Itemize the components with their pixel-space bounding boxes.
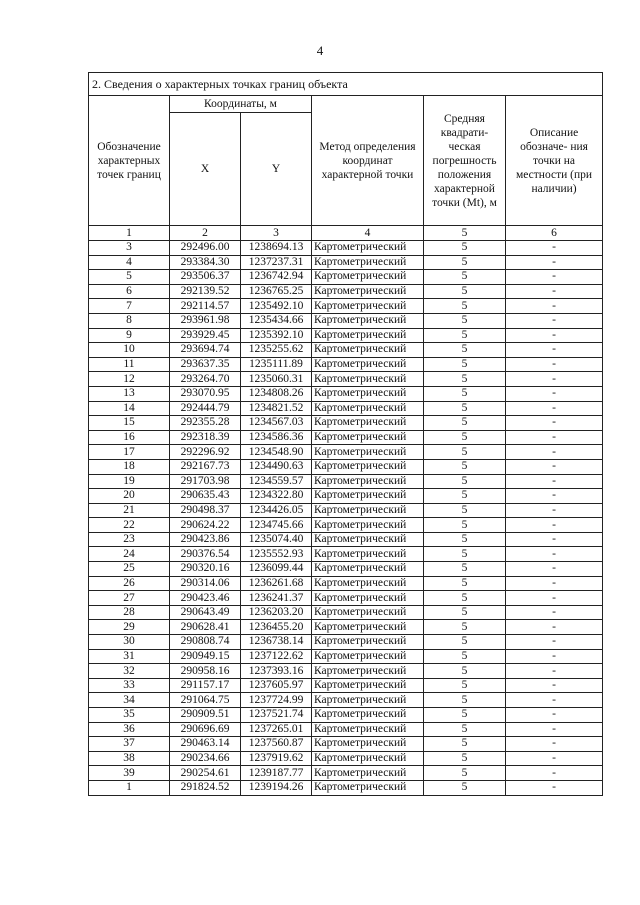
header-coordinates: Координаты, м xyxy=(170,96,312,113)
cell-desc: - xyxy=(506,372,603,387)
cell-method: Картометрический xyxy=(312,635,424,650)
cell-desc: - xyxy=(506,284,603,299)
cell-error: 5 xyxy=(424,635,506,650)
cell-x: 293694.74 xyxy=(170,343,241,358)
cell-method: Картометрический xyxy=(312,357,424,372)
page-number: 4 xyxy=(316,43,324,58)
cell-y: 1234821.52 xyxy=(241,401,312,416)
cell-y: 1236261.68 xyxy=(241,576,312,591)
cell-method: Картометрический xyxy=(312,459,424,474)
column-number: 4 xyxy=(312,226,424,241)
cell-error: 5 xyxy=(424,241,506,256)
column-number: 3 xyxy=(241,226,312,241)
cell-method: Картометрический xyxy=(312,620,424,635)
cell-x: 290909.51 xyxy=(170,708,241,723)
cell-point: 11 xyxy=(89,357,170,372)
cell-x: 290628.41 xyxy=(170,620,241,635)
cell-x: 290320.16 xyxy=(170,562,241,577)
cell-desc: - xyxy=(506,664,603,679)
table-row xyxy=(89,591,603,606)
cell-error: 5 xyxy=(424,401,506,416)
cell-y: 1239194.26 xyxy=(241,780,312,795)
cell-error: 5 xyxy=(424,766,506,781)
cell-point: 34 xyxy=(89,693,170,708)
table-row xyxy=(89,532,603,547)
cell-method: Картометрический xyxy=(312,693,424,708)
cell-error: 5 xyxy=(424,343,506,358)
table-row xyxy=(89,328,603,343)
cell-method: Картометрический xyxy=(312,270,424,285)
cell-x: 291703.98 xyxy=(170,474,241,489)
cell-error: 5 xyxy=(424,299,506,314)
cell-point: 25 xyxy=(89,562,170,577)
cell-y: 1236742.94 xyxy=(241,270,312,285)
cell-y: 1239187.77 xyxy=(241,766,312,781)
cell-method: Картометрический xyxy=(312,445,424,460)
cell-x: 290463.14 xyxy=(170,737,241,752)
cell-desc: - xyxy=(506,737,603,752)
cell-y: 1234426.05 xyxy=(241,503,312,518)
cell-y: 1237724.99 xyxy=(241,693,312,708)
header-y: Y xyxy=(241,113,312,226)
cell-error: 5 xyxy=(424,649,506,664)
cell-desc: - xyxy=(506,313,603,328)
cell-y: 1234567.03 xyxy=(241,416,312,431)
cell-error: 5 xyxy=(424,372,506,387)
cell-desc: - xyxy=(506,386,603,401)
table-row xyxy=(89,547,603,562)
cell-y: 1237393.16 xyxy=(241,664,312,679)
cell-desc: - xyxy=(506,620,603,635)
cell-error: 5 xyxy=(424,489,506,504)
cell-desc: - xyxy=(506,503,603,518)
cell-x: 290696.69 xyxy=(170,722,241,737)
column-number-row xyxy=(89,226,603,241)
cell-error: 5 xyxy=(424,591,506,606)
cell-point: 22 xyxy=(89,518,170,533)
column-number: 1 xyxy=(89,226,170,241)
cell-point: 7 xyxy=(89,299,170,314)
cell-y: 1235074.40 xyxy=(241,532,312,547)
cell-point: 10 xyxy=(89,343,170,358)
cell-method: Картометрический xyxy=(312,241,424,256)
cell-error: 5 xyxy=(424,678,506,693)
cell-error: 5 xyxy=(424,416,506,431)
cell-y: 1234490.63 xyxy=(241,459,312,474)
cell-y: 1234745.66 xyxy=(241,518,312,533)
cell-y: 1237237.31 xyxy=(241,255,312,270)
cell-x: 291157.17 xyxy=(170,678,241,693)
cell-point: 5 xyxy=(89,270,170,285)
cell-point: 18 xyxy=(89,459,170,474)
cell-point: 20 xyxy=(89,489,170,504)
cell-y: 1235392.10 xyxy=(241,328,312,343)
table-row xyxy=(89,722,603,737)
cell-method: Картометрический xyxy=(312,313,424,328)
cell-x: 292496.00 xyxy=(170,241,241,256)
cell-method: Картометрический xyxy=(312,649,424,664)
cell-desc: - xyxy=(506,532,603,547)
cell-desc: - xyxy=(506,751,603,766)
cell-x: 290423.86 xyxy=(170,532,241,547)
cell-y: 1234586.36 xyxy=(241,430,312,445)
cell-method: Картометрический xyxy=(312,532,424,547)
cell-x: 290423.46 xyxy=(170,591,241,606)
cell-y: 1234808.26 xyxy=(241,386,312,401)
cell-desc: - xyxy=(506,445,603,460)
table-row xyxy=(89,693,603,708)
cell-y: 1235111.89 xyxy=(241,357,312,372)
cell-point: 16 xyxy=(89,430,170,445)
table-row xyxy=(89,416,603,431)
cell-point: 28 xyxy=(89,605,170,620)
table-row xyxy=(89,635,603,650)
cell-desc: - xyxy=(506,722,603,737)
table-row xyxy=(89,372,603,387)
table-row xyxy=(89,737,603,752)
cell-error: 5 xyxy=(424,576,506,591)
table-row xyxy=(89,299,603,314)
cell-x: 293929.45 xyxy=(170,328,241,343)
table-row xyxy=(89,503,603,518)
cell-x: 292355.28 xyxy=(170,416,241,431)
cell-method: Картометрический xyxy=(312,708,424,723)
cell-desc: - xyxy=(506,518,603,533)
section-title: 2. Сведения о характерных точках границ объекта xyxy=(89,73,603,96)
header-x: X xyxy=(170,113,241,226)
cell-x: 290314.06 xyxy=(170,576,241,591)
cell-error: 5 xyxy=(424,357,506,372)
cell-desc: - xyxy=(506,474,603,489)
table-row xyxy=(89,562,603,577)
cell-y: 1237122.62 xyxy=(241,649,312,664)
cell-x: 290254.61 xyxy=(170,766,241,781)
cell-y: 1236455.20 xyxy=(241,620,312,635)
cell-x: 291064.75 xyxy=(170,693,241,708)
cell-y: 1235060.31 xyxy=(241,372,312,387)
cell-x: 292114.57 xyxy=(170,299,241,314)
cell-point: 31 xyxy=(89,649,170,664)
cell-x: 290635.43 xyxy=(170,489,241,504)
cell-method: Картометрический xyxy=(312,751,424,766)
cell-y: 1236765.25 xyxy=(241,284,312,299)
cell-desc: - xyxy=(506,591,603,606)
cell-point: 19 xyxy=(89,474,170,489)
cell-method: Картометрический xyxy=(312,678,424,693)
cell-x: 292167.73 xyxy=(170,459,241,474)
table-row xyxy=(89,708,603,723)
cell-y: 1236203.20 xyxy=(241,605,312,620)
cell-error: 5 xyxy=(424,693,506,708)
cell-point: 4 xyxy=(89,255,170,270)
cell-error: 5 xyxy=(424,445,506,460)
table-row xyxy=(89,459,603,474)
table-row xyxy=(89,430,603,445)
cell-method: Картометрический xyxy=(312,299,424,314)
cell-desc: - xyxy=(506,241,603,256)
cell-error: 5 xyxy=(424,430,506,445)
cell-method: Картометрический xyxy=(312,474,424,489)
cell-y: 1236241.37 xyxy=(241,591,312,606)
cell-point: 17 xyxy=(89,445,170,460)
cell-point: 23 xyxy=(89,532,170,547)
cell-desc: - xyxy=(506,605,603,620)
coordinates-table xyxy=(88,72,603,796)
table-row xyxy=(89,401,603,416)
cell-desc: - xyxy=(506,430,603,445)
cell-y: 1238694.13 xyxy=(241,241,312,256)
cell-desc: - xyxy=(506,489,603,504)
cell-point: 27 xyxy=(89,591,170,606)
cell-error: 5 xyxy=(424,386,506,401)
cell-y: 1237560.87 xyxy=(241,737,312,752)
cell-error: 5 xyxy=(424,605,506,620)
cell-y: 1235492.10 xyxy=(241,299,312,314)
cell-error: 5 xyxy=(424,518,506,533)
table-row xyxy=(89,576,603,591)
cell-desc: - xyxy=(506,255,603,270)
cell-x: 293637.35 xyxy=(170,357,241,372)
cell-y: 1237919.62 xyxy=(241,751,312,766)
table-row xyxy=(89,241,603,256)
cell-method: Картометрический xyxy=(312,547,424,562)
table-row xyxy=(89,605,603,620)
table-row xyxy=(89,474,603,489)
cell-method: Картометрический xyxy=(312,401,424,416)
cell-x: 291824.52 xyxy=(170,780,241,795)
cell-point: 14 xyxy=(89,401,170,416)
cell-y: 1236738.14 xyxy=(241,635,312,650)
cell-y: 1237605.97 xyxy=(241,678,312,693)
cell-point: 33 xyxy=(89,678,170,693)
cell-error: 5 xyxy=(424,255,506,270)
cell-error: 5 xyxy=(424,284,506,299)
cell-error: 5 xyxy=(424,547,506,562)
cell-x: 290624.22 xyxy=(170,518,241,533)
cell-desc: - xyxy=(506,401,603,416)
cell-x: 292318.39 xyxy=(170,430,241,445)
cell-desc: - xyxy=(506,562,603,577)
cell-method: Картометрический xyxy=(312,562,424,577)
table-row xyxy=(89,751,603,766)
cell-method: Картометрический xyxy=(312,576,424,591)
table-row xyxy=(89,518,603,533)
cell-y: 1234322.80 xyxy=(241,489,312,504)
cell-error: 5 xyxy=(424,620,506,635)
cell-point: 8 xyxy=(89,313,170,328)
cell-error: 5 xyxy=(424,708,506,723)
cell-error: 5 xyxy=(424,328,506,343)
cell-y: 1236099.44 xyxy=(241,562,312,577)
column-number: 2 xyxy=(170,226,241,241)
cell-point: 15 xyxy=(89,416,170,431)
cell-point: 32 xyxy=(89,664,170,679)
cell-point: 9 xyxy=(89,328,170,343)
cell-method: Картометрический xyxy=(312,343,424,358)
table-row xyxy=(89,284,603,299)
cell-method: Картометрический xyxy=(312,503,424,518)
header-error: Средняя квадрати- ческая погрешность положения характерной точки (Mt), м xyxy=(424,96,506,226)
cell-x: 290498.37 xyxy=(170,503,241,518)
cell-method: Картометрический xyxy=(312,372,424,387)
cell-point: 3 xyxy=(89,241,170,256)
cell-desc: - xyxy=(506,635,603,650)
cell-desc: - xyxy=(506,343,603,358)
cell-desc: - xyxy=(506,357,603,372)
table-row xyxy=(89,649,603,664)
cell-method: Картометрический xyxy=(312,664,424,679)
table-row xyxy=(89,620,603,635)
cell-x: 290234.66 xyxy=(170,751,241,766)
column-number: 5 xyxy=(424,226,506,241)
cell-desc: - xyxy=(506,547,603,562)
table-row xyxy=(89,343,603,358)
cell-method: Картометрический xyxy=(312,518,424,533)
table-row xyxy=(89,489,603,504)
table-row xyxy=(89,780,603,795)
cell-method: Картометрический xyxy=(312,416,424,431)
cell-x: 292296.92 xyxy=(170,445,241,460)
cell-point: 12 xyxy=(89,372,170,387)
cell-y: 1237265.01 xyxy=(241,722,312,737)
cell-desc: - xyxy=(506,708,603,723)
cell-point: 13 xyxy=(89,386,170,401)
table-row xyxy=(89,255,603,270)
cell-x: 293961.98 xyxy=(170,313,241,328)
cell-point: 6 xyxy=(89,284,170,299)
cell-point: 21 xyxy=(89,503,170,518)
cell-error: 5 xyxy=(424,751,506,766)
table-row xyxy=(89,357,603,372)
cell-desc: - xyxy=(506,299,603,314)
cell-error: 5 xyxy=(424,474,506,489)
cell-error: 5 xyxy=(424,313,506,328)
cell-x: 290643.49 xyxy=(170,605,241,620)
header-method: Метод определения координат характерной точки xyxy=(312,96,424,226)
cell-desc: - xyxy=(506,780,603,795)
cell-x: 293070.95 xyxy=(170,386,241,401)
table-row xyxy=(89,270,603,285)
cell-x: 290949.15 xyxy=(170,649,241,664)
cell-desc: - xyxy=(506,328,603,343)
cell-point: 38 xyxy=(89,751,170,766)
cell-x: 290958.16 xyxy=(170,664,241,679)
table-row xyxy=(89,766,603,781)
cell-desc: - xyxy=(506,576,603,591)
cell-error: 5 xyxy=(424,503,506,518)
cell-point: 24 xyxy=(89,547,170,562)
cell-method: Картометрический xyxy=(312,430,424,445)
cell-x: 293264.70 xyxy=(170,372,241,387)
cell-desc: - xyxy=(506,678,603,693)
cell-error: 5 xyxy=(424,270,506,285)
cell-method: Картометрический xyxy=(312,737,424,752)
cell-error: 5 xyxy=(424,722,506,737)
table-row xyxy=(89,664,603,679)
cell-x: 292139.52 xyxy=(170,284,241,299)
cell-method: Картометрический xyxy=(312,780,424,795)
cell-method: Картометрический xyxy=(312,605,424,620)
cell-error: 5 xyxy=(424,737,506,752)
cell-y: 1235434.66 xyxy=(241,313,312,328)
cell-method: Картометрический xyxy=(312,766,424,781)
table-row xyxy=(89,313,603,328)
cell-method: Картометрический xyxy=(312,255,424,270)
cell-method: Картометрический xyxy=(312,284,424,299)
cell-point: 35 xyxy=(89,708,170,723)
cell-point: 1 xyxy=(89,780,170,795)
cell-desc: - xyxy=(506,459,603,474)
cell-point: 26 xyxy=(89,576,170,591)
cell-desc: - xyxy=(506,766,603,781)
table-body xyxy=(89,241,603,796)
cell-point: 39 xyxy=(89,766,170,781)
cell-error: 5 xyxy=(424,532,506,547)
cell-desc: - xyxy=(506,649,603,664)
cell-x: 293506.37 xyxy=(170,270,241,285)
cell-error: 5 xyxy=(424,459,506,474)
header-description: Описание обозначе- ния точки на местности (при наличии) xyxy=(506,96,603,226)
cell-error: 5 xyxy=(424,664,506,679)
table-row xyxy=(89,445,603,460)
cell-point: 36 xyxy=(89,722,170,737)
cell-error: 5 xyxy=(424,562,506,577)
cell-method: Картометрический xyxy=(312,386,424,401)
cell-method: Картометрический xyxy=(312,328,424,343)
table-row xyxy=(89,678,603,693)
cell-point: 37 xyxy=(89,737,170,752)
header-point: Обозначение характерных точек границ xyxy=(89,96,170,226)
cell-point: 29 xyxy=(89,620,170,635)
cell-y: 1234559.57 xyxy=(241,474,312,489)
cell-x: 290376.54 xyxy=(170,547,241,562)
cell-x: 290808.74 xyxy=(170,635,241,650)
cell-error: 5 xyxy=(424,780,506,795)
cell-desc: - xyxy=(506,693,603,708)
cell-desc: - xyxy=(506,270,603,285)
cell-y: 1235552.93 xyxy=(241,547,312,562)
cell-y: 1235255.62 xyxy=(241,343,312,358)
cell-y: 1234548.90 xyxy=(241,445,312,460)
table-row xyxy=(89,386,603,401)
cell-x: 293384.30 xyxy=(170,255,241,270)
cell-point: 30 xyxy=(89,635,170,650)
cell-method: Картометрический xyxy=(312,591,424,606)
cell-x: 292444.79 xyxy=(170,401,241,416)
cell-method: Картометрический xyxy=(312,722,424,737)
cell-desc: - xyxy=(506,416,603,431)
column-number: 6 xyxy=(506,226,603,241)
cell-y: 1237521.74 xyxy=(241,708,312,723)
cell-method: Картометрический xyxy=(312,489,424,504)
